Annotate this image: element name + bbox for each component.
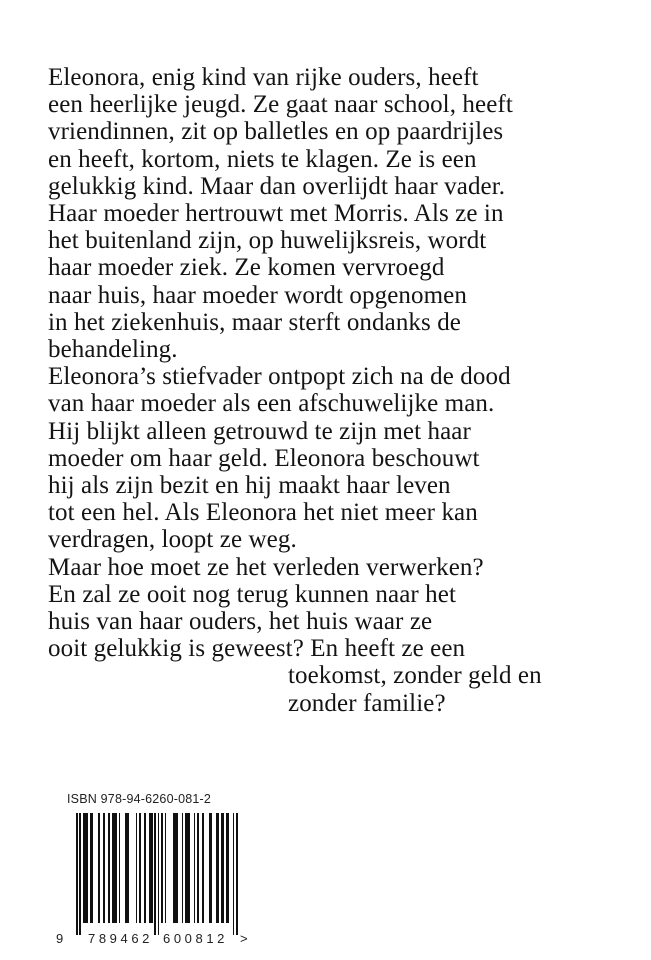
barcode-bar <box>236 813 238 935</box>
blurb-line: Eleonora, enig kind van rijke ouders, heeft <box>48 64 479 91</box>
blurb-line: in het ziekenhuis, maar sterft ondanks de <box>48 308 461 336</box>
blurb-line: haar moeder ziek. Ze komen vervroegd <box>48 254 445 282</box>
blurb-line: toekomst, zonder geld en <box>288 662 542 690</box>
blurb-line: En zal ze ooit nog terug kunnen naar het <box>48 580 457 608</box>
blurb-line: zonder familie? <box>288 689 446 717</box>
blurb-line: van haar moeder als een afschuwelijke man. <box>48 390 495 418</box>
isbn-label: ISBN 978-94-6260-081-2 <box>67 792 212 806</box>
blurb-line: Maar hoe moet ze het verleden verwerken? <box>48 553 484 581</box>
back-cover-blurb <box>48 64 648 717</box>
blurb-line: tot een hel. Als Eleonora het niet meer kan <box>48 499 478 527</box>
barcode-digit-lead: 9 <box>56 931 67 946</box>
barcode-icon <box>76 813 238 931</box>
blurb-line: Haar moeder hertrouwt met Morris. Als ze in <box>48 200 504 228</box>
blurb-line: moeder om haar geld. Eleonora beschouwt <box>48 444 480 472</box>
blurb-line: een heerlijke jeugd. Ze gaat naar school, heeft <box>48 91 513 119</box>
blurb-line: het buitenland zijn, op huwelijksreis, wordt <box>48 227 487 255</box>
blurb-line: Eleonora’s stiefvader ontpopt zich na de dood <box>48 363 511 391</box>
blurb-line: verdragen, loopt ze weg. <box>48 526 297 554</box>
blurb-line: behandeling. <box>48 336 178 364</box>
blurb-line: huis van haar ouders, het huis waar ze <box>48 608 433 636</box>
blurb-line: naar huis, haar moeder wordt opgenomen <box>48 281 467 309</box>
barcode-digits-left: 789462 <box>88 931 153 946</box>
blurb-line: gelukkig kind. Maar dan overlijdt haar vader. <box>48 172 506 200</box>
blurb-line: Hij blijkt alleen getrouwd te zijn met haar <box>48 417 471 445</box>
blurb-line: ooit gelukkig is geweest? En heeft ze een <box>48 635 466 663</box>
blurb-line: en heeft, kortom, niets te klagen. Ze is een <box>48 145 477 173</box>
blurb-line: vriendinnen, zit op balletles en op paardrijles <box>48 118 504 146</box>
barcode-digits-right: 600812 <box>163 931 228 946</box>
blurb-line: hij als zijn bezit en hij maakt haar leven <box>48 472 451 500</box>
quiet-zone-mark: > <box>240 931 252 946</box>
